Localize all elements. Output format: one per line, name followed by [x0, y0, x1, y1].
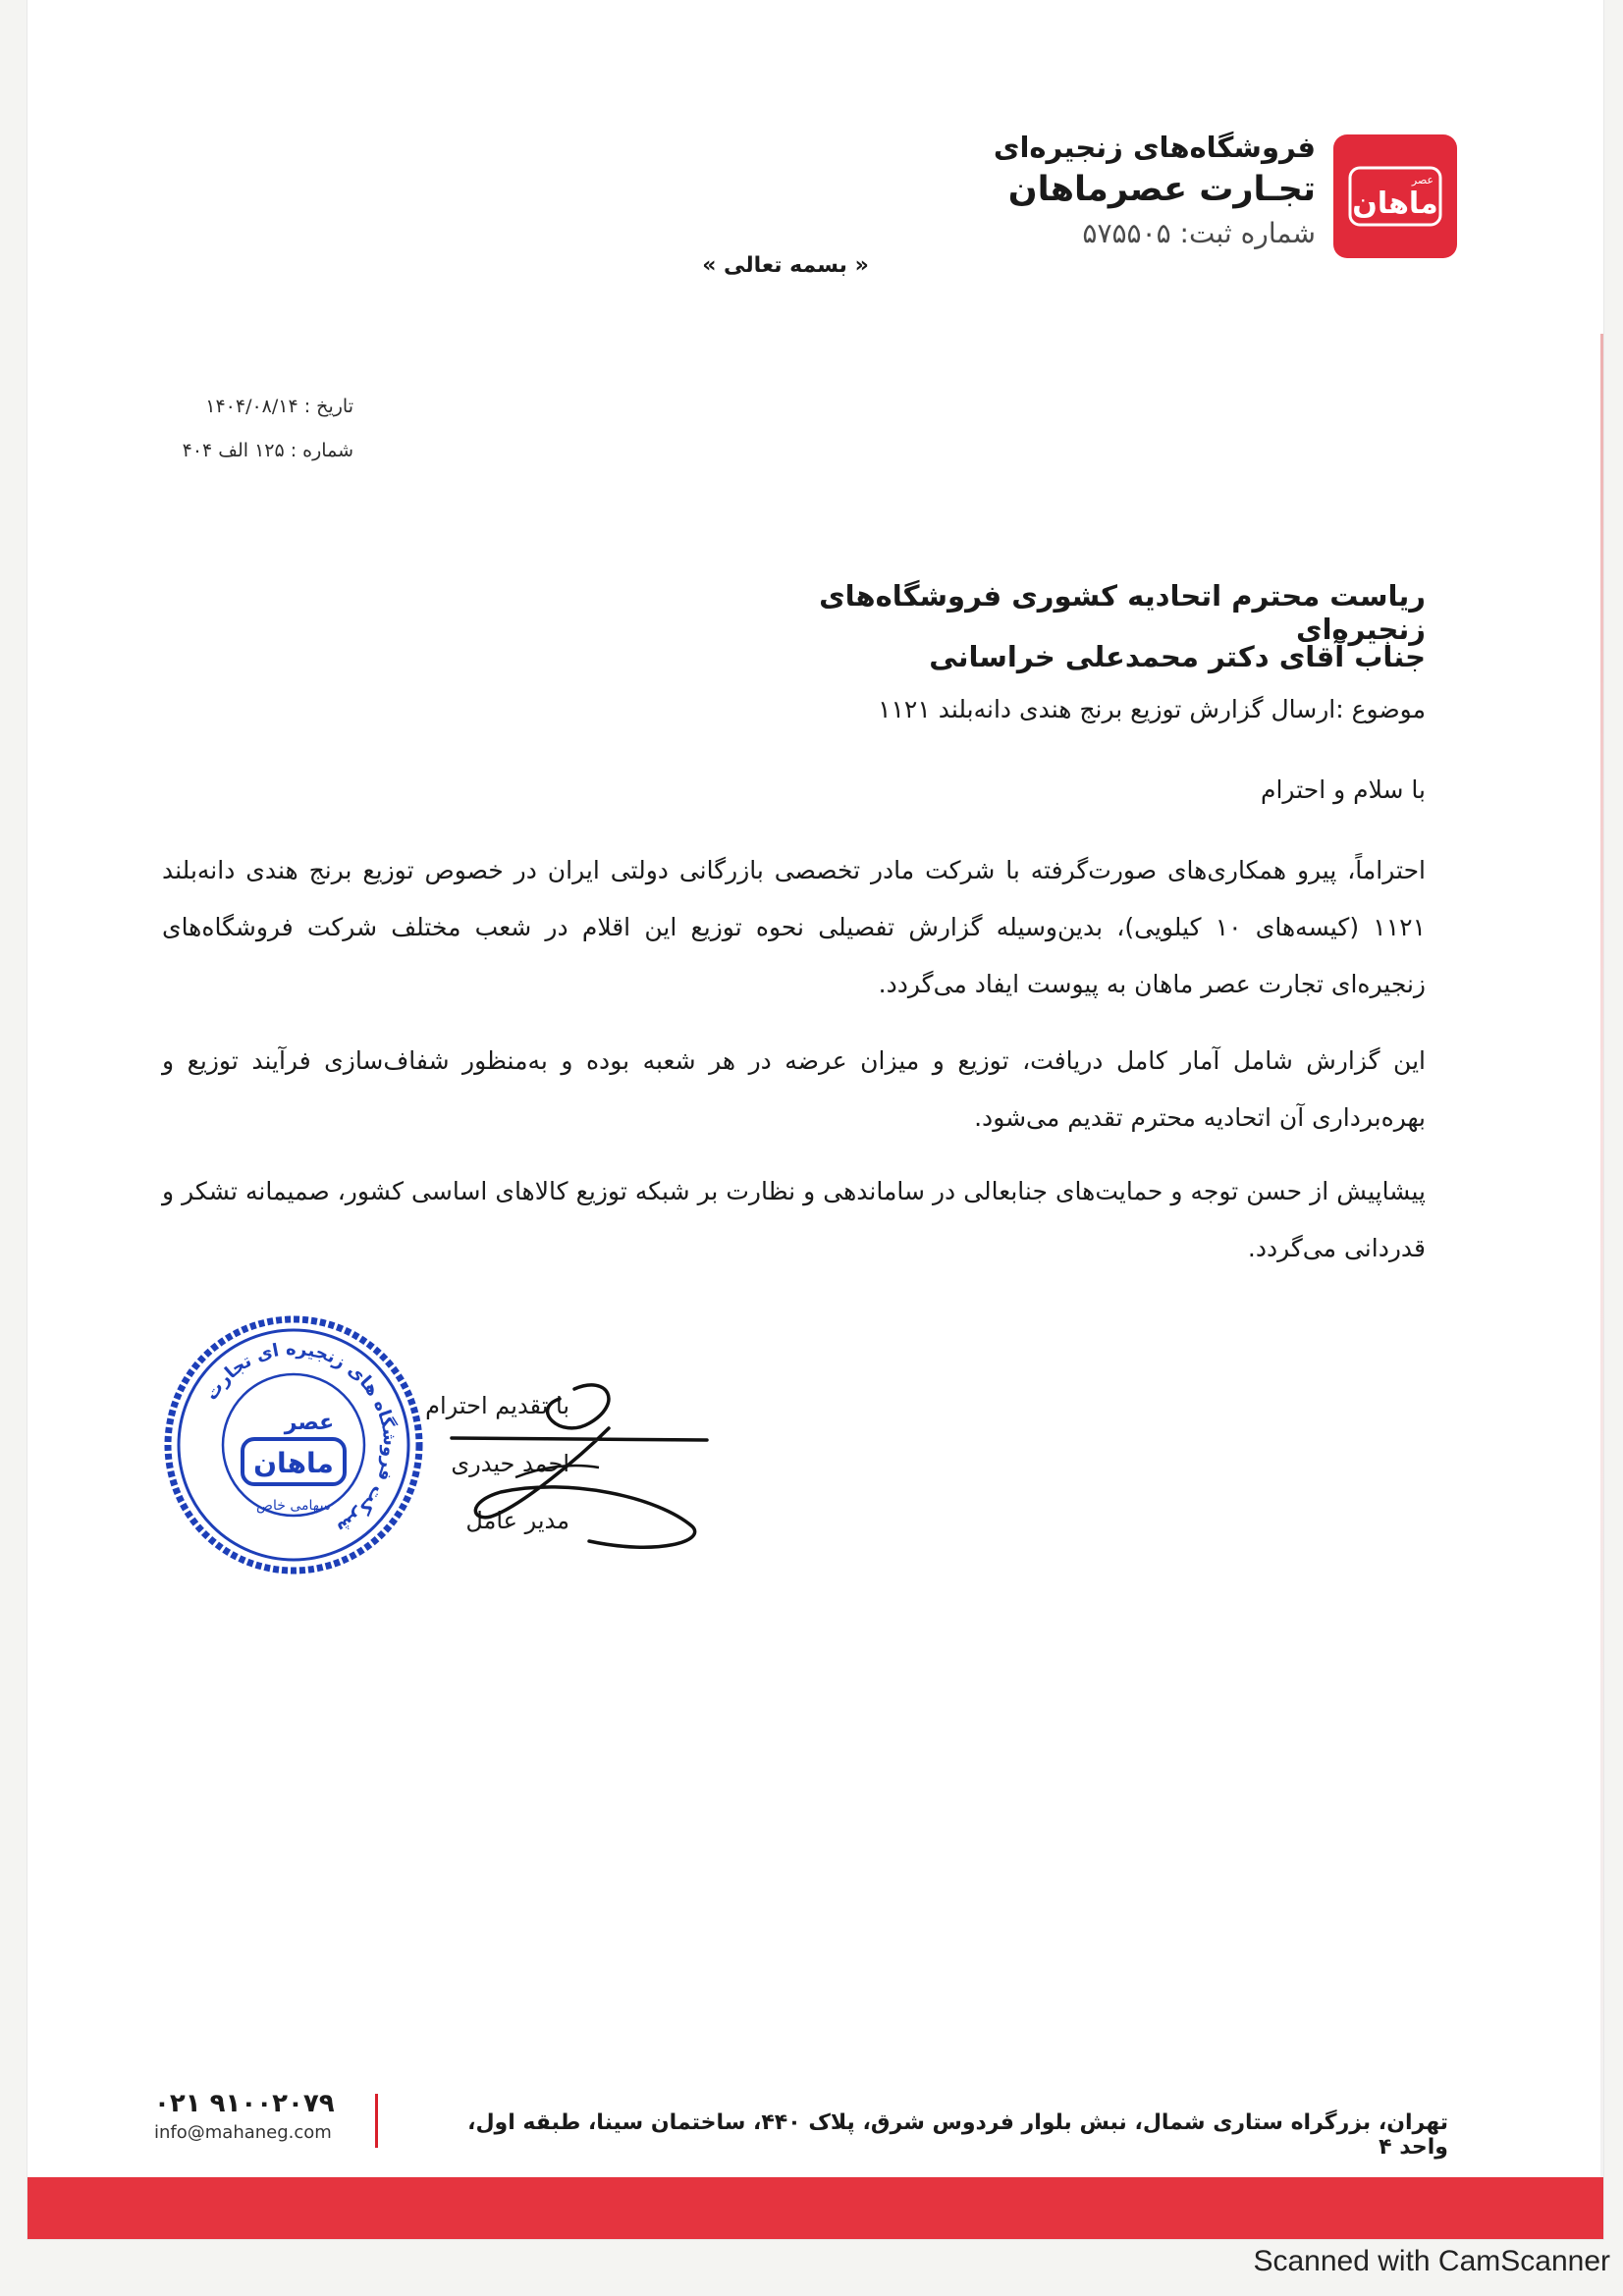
letter-date: تاریخ : ۱۴۰۴/۰۸/۱۴	[205, 396, 353, 417]
addressee-line-1: ریاست محترم اتحادیه کشوری فروشگاه‌های زنجیره‌ای	[819, 579, 1426, 646]
seal-center-small: عصر	[284, 1411, 335, 1435]
handwritten-signature	[412, 1369, 717, 1566]
logo-small-text: عصر	[1411, 174, 1434, 187]
seal-ring-text: شرکت فروشگاه های زنجیره ای تجارت	[200, 1338, 401, 1539]
seal-center-logo: ماهان	[253, 1447, 334, 1479]
addressee-line-2: جناب آقای دکتر محمدعلی خراسانی	[929, 640, 1426, 673]
company-name-block	[982, 128, 1316, 255]
seal-bottom-text: سهامی خاص	[256, 1498, 331, 1514]
company-logo	[1333, 134, 1457, 258]
company-seal	[162, 1313, 425, 1576]
logo-mark-icon	[1346, 162, 1444, 231]
paragraph-3: پیشاپیش از حسن توجه و حمایت‌های جنابعالی در ساماندهی و نظارت بر شبکه توزیع کالاهای اساسی کشور، صمیمانه تشکر و قدردانی می‌گردد.	[162, 1177, 1426, 1262]
scanner-watermark: Scanned with CamScanner	[1253, 2245, 1610, 2277]
subject-line: موضوع :ارسال گزارش توزیع برنج هندی دانه‌بلند ۱۱۲۱	[878, 695, 1426, 723]
paragraph-2: این گزارش شامل آمار کامل دریافت، توزیع و میزان عرضه در هر شعبه بوده و به‌منظور شفاف‌سازی فرآیند توزیع و بهره‌برداری آن اتحادیه محترم تقدیم می‌شود.	[162, 1046, 1426, 1132]
letter-number: شماره : ۱۲۵ الف ۴۰۴	[182, 440, 353, 461]
page-edge-shadow	[1600, 334, 1603, 2199]
footer-address: تهران، بزرگراه ستاری شمال، نبش بلوار فردوس شرق، پلاک ۴۴۰، ساختمان سینا، طبقه اول، واحد ۴	[467, 2110, 1448, 2160]
company-line-2: تجـارت عصرماهان	[1007, 170, 1316, 209]
signatory-title: مدیر عامل	[465, 1507, 569, 1534]
signatory-name: احمد حیدری	[451, 1450, 569, 1477]
company-line-1: فروشگاه‌های زنجیره‌ای	[993, 131, 1316, 164]
greeting: با سلام و احترام	[1261, 775, 1426, 804]
footer-divider	[375, 2094, 378, 2148]
footer-email: info@mahaneg.com	[154, 2122, 332, 2143]
logo-text: ماهان	[1352, 187, 1438, 221]
registration-number: شماره ثبت: ۵۷۵۵۰۵	[1082, 217, 1316, 249]
footer-phone: ۰۲۱ ۹۱۰۰۲۰۷۹	[154, 2089, 335, 2118]
signature-closing: با تقدیم احترام	[425, 1392, 569, 1419]
footer-red-bar	[27, 2177, 1603, 2239]
paragraph-1: احتراماً، پیرو همکاری‌های صورت‌گرفته با شرکت مادر تخصصی بازرگانی دولتی ایران در خصوص توزیع برنج هندی دانه‌بلند ۱۱۲۱ (کیسه‌های ۱۰ کیلویی)، بدین‌وسیله گزارش تفصیلی نحوه توزیع این اقلام در شعب مختلف شرکت فروشگاه‌های زنجیره‌ای تجارت عصر ماهان به پیوست ایفاد می‌گردد.	[162, 856, 1427, 998]
basmala: « بسمه تعالی »	[702, 253, 869, 278]
